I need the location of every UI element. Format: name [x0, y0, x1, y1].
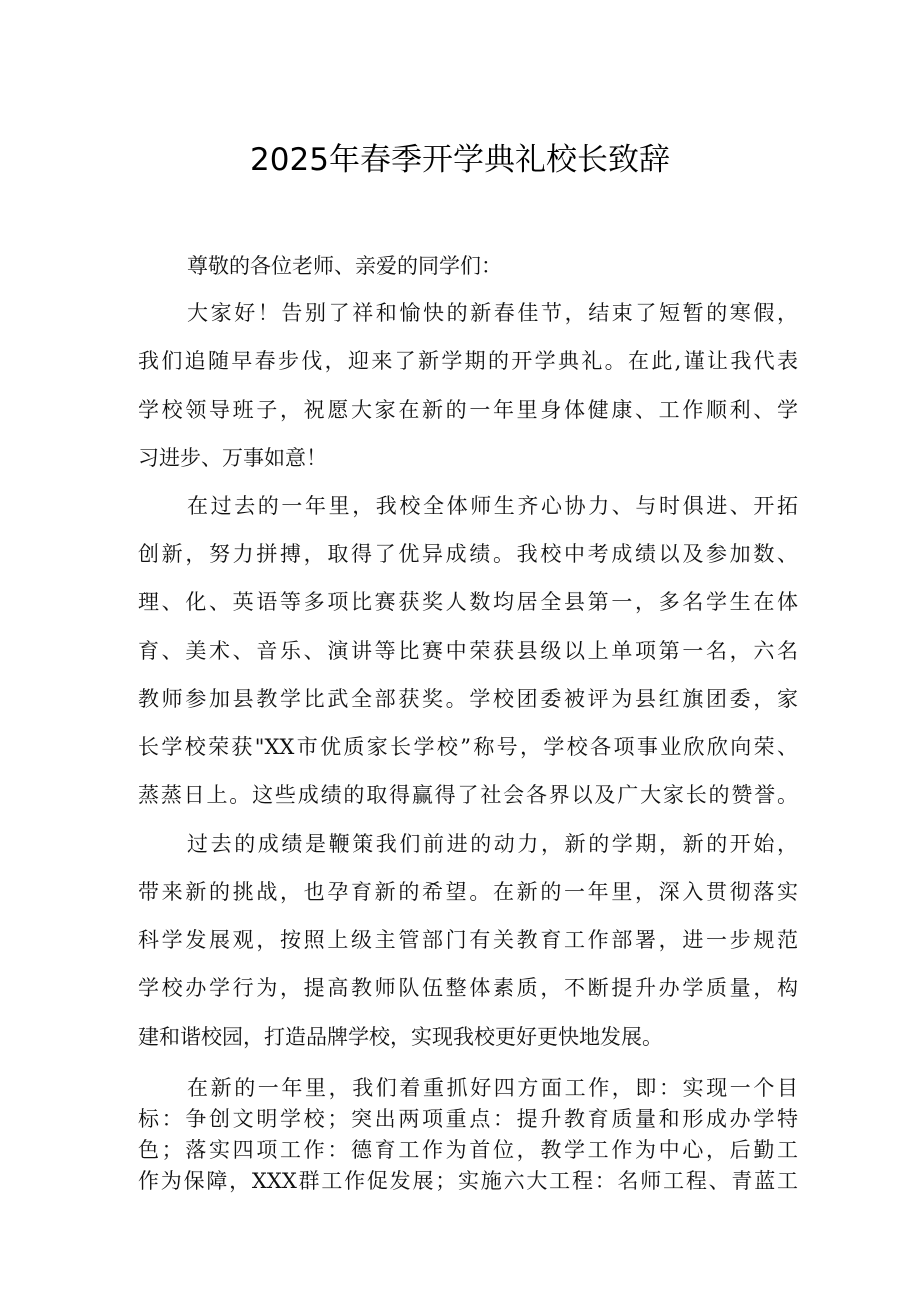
paragraph-line: 带来新的挑战，也孕育新的希望。在新的一年里，深入贯彻落实 — [138, 880, 798, 904]
paragraph-line: 长学校荣获"XX市优质家长学校”称号，学校各项事业欣欣向荣、 — [138, 735, 798, 759]
paragraph-line: 过去的成绩是鞭策我们前进的动力，新的学期，新的开始， — [187, 832, 798, 856]
paragraph-line: 蒸蒸日上。这些成绩的取得赢得了社会各界以及广大家长的赞誉。 — [138, 783, 798, 807]
paragraph-line: 教师参加县教学比武全部获奖。学校团委被评为县红旗团委，家 — [138, 687, 798, 711]
paragraph-line: 理、化、英语等多项比赛获奖人数均居全县第一，多名学生在体 — [138, 590, 798, 614]
paragraph-line: 创新，努力拼搏，取得了优异成绩。我校中考成绩以及参加数、 — [138, 542, 798, 566]
paragraph-line: 作为保障，XXX群工作促发展；实施六大工程：名师工程、青蓝工 — [138, 1169, 798, 1193]
paragraph-line: 习进步、万事如意！ — [138, 446, 327, 470]
paragraph-line: 在新的一年里，我们着重抓好四方面工作，即：实现一个目 — [187, 1076, 798, 1100]
paragraph-line: 建和谐校园，打造品牌学校，实现我校更好更快地发展。 — [138, 1025, 663, 1049]
paragraph-line: 色；落实四项工作：德育工作为首位，教学工作为中心，后勤工 — [138, 1138, 798, 1162]
paragraph-line: 标：争创文明学校；突出两项重点：提升教育质量和形成办学特 — [138, 1107, 798, 1131]
paragraph-line: 我们追随早春步伐，迎来了新学期的开学典礼。在此,谨让我代表 — [138, 349, 798, 373]
paragraph-line: 育、美术、音乐、演讲等比赛中荣获县级以上单项第一名，六名 — [138, 639, 798, 663]
document-title: 2025年春季开学典礼校长致辞 — [250, 142, 670, 178]
paragraph-line: 在过去的一年里，我校全体师生齐心协力、与时俱进、开拓 — [187, 494, 798, 518]
paragraph-line: 大家好！告别了祥和愉快的新春佳节，结束了短暂的寒假， — [187, 301, 798, 325]
salutation-line: 尊敬的各位老师、亲爱的同学们： — [187, 254, 502, 278]
paragraph-line: 学校领导班子，祝愿大家在新的一年里身体健康、工作顺利、学 — [138, 398, 798, 422]
paragraph-line: 科学发展观，按照上级主管部门有关教育工作部署，进一步规范 — [138, 928, 798, 952]
paragraph-line: 学校办学行为，提高教师队伍整体素质，不断提升办学质量，构 — [138, 976, 798, 1000]
